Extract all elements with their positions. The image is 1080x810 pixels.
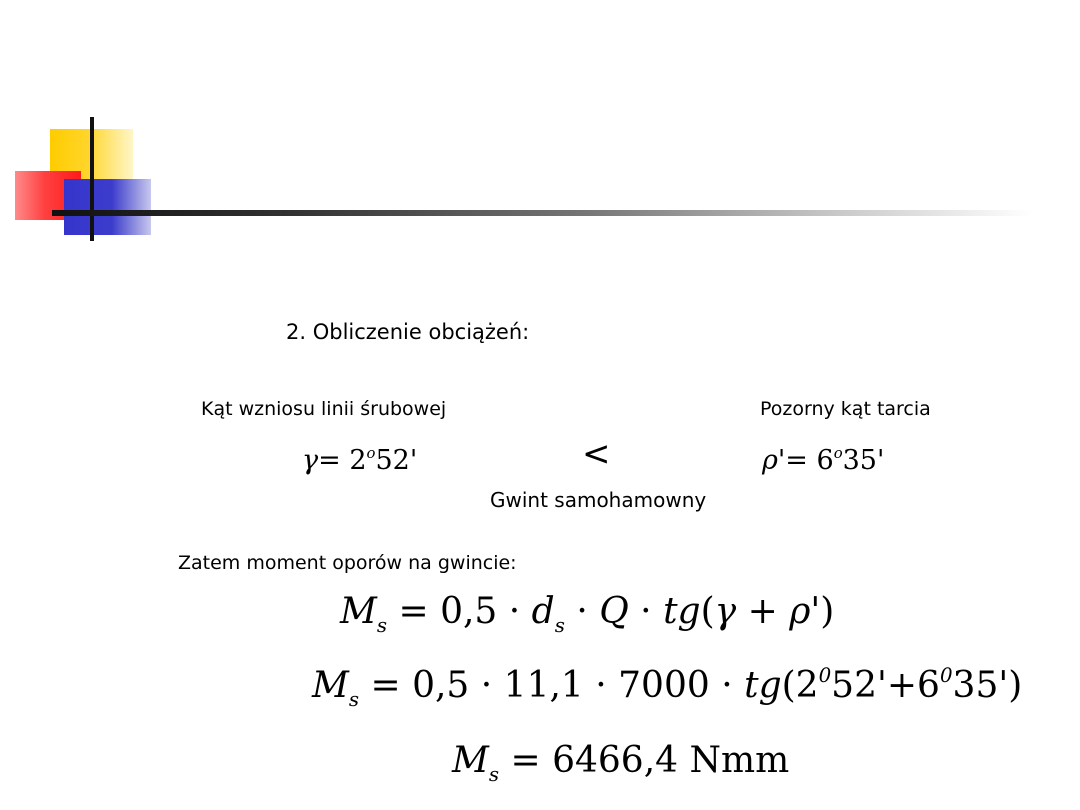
header-divider-line <box>52 210 1032 216</box>
moment-intro: Zatem moment oporów na gwincie: <box>178 552 517 574</box>
lead-angle-eq: = 2 <box>318 445 367 477</box>
lead-angle-minutes: 52' <box>375 445 418 477</box>
conclusion-label: Gwint samohamowny <box>490 488 707 512</box>
friction-angle-formula <box>762 444 884 476</box>
friction-angle-label: Pozorny kąt tarcia <box>760 398 931 420</box>
moment-formula-substituted: $M_s = 0,5 \cdot 11,1 \cdot 7000 \cdot tg(2^052'+6^035')$ <box>312 664 1023 711</box>
lead-angle-label: Kąt wzniosu linii śrubowej <box>201 398 447 420</box>
degree-mark: o <box>366 444 376 462</box>
section-heading: 2. Obliczenie obciążeń: <box>286 320 530 344</box>
moment-result: $M_s = 6466,4$ Nmm <box>452 740 790 786</box>
friction-angle-minutes: 35' <box>842 445 885 477</box>
logo-vertical-line <box>90 117 94 241</box>
degree-mark: o <box>833 444 843 462</box>
rho-symbol: ρ <box>762 445 778 477</box>
less-than-sign: < <box>582 434 611 474</box>
logo-blue-square <box>64 179 151 235</box>
gamma-symbol: γ <box>302 445 319 477</box>
friction-angle-eq: '= 6 <box>777 445 834 477</box>
lead-angle-formula <box>302 444 417 476</box>
moment-formula-general: $M_s = 0,5 \cdot d_s \cdot Q \cdot tg(\gamma + \rho')$ <box>340 591 835 637</box>
